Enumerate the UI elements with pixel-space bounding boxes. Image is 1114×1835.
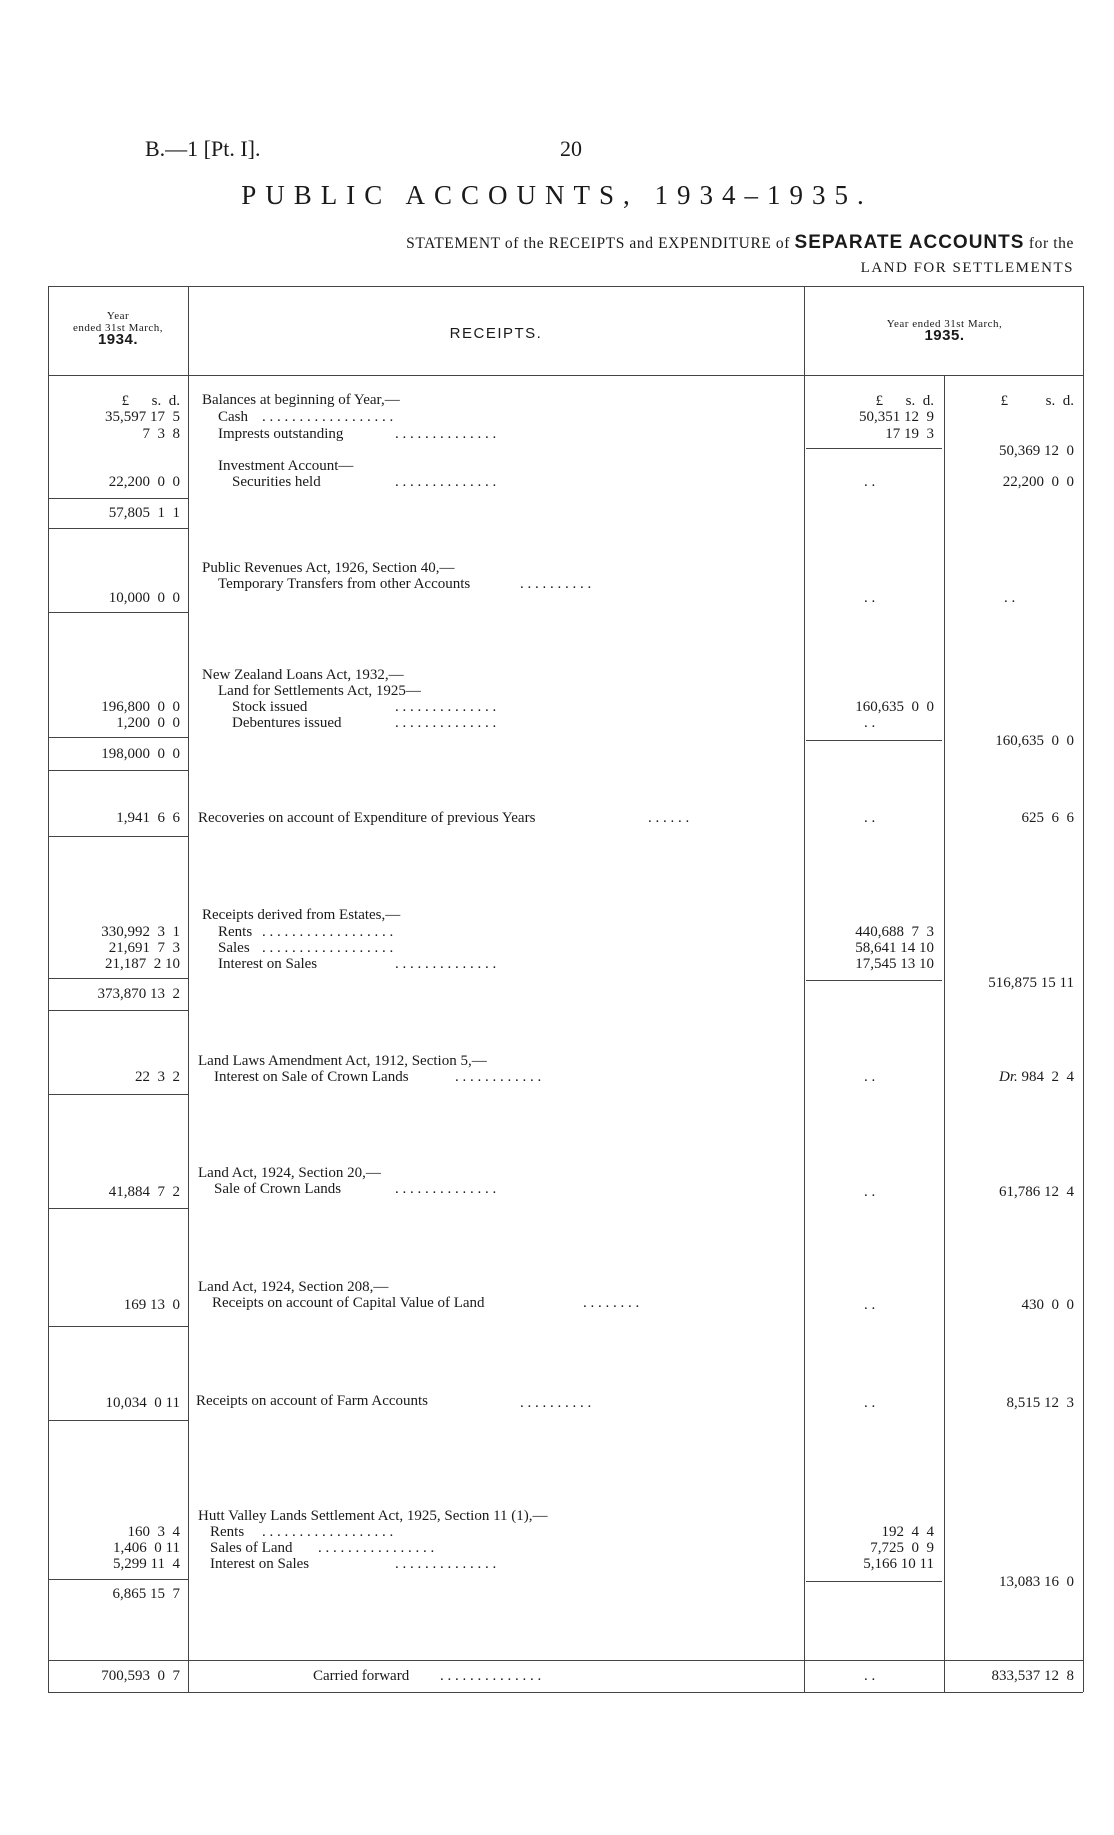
nil-dots: . . <box>864 715 876 731</box>
subtotal-rule <box>806 448 942 449</box>
interest-sales-1935: 17,545 13 10 <box>855 956 934 972</box>
stock-1935: 160,635 0 0 <box>855 699 934 715</box>
cash-1935: 50,351 12 9 <box>859 409 934 425</box>
hutt-interest-1935: 5,166 10 11 <box>863 1556 934 1572</box>
rents-1934: 330,992 3 1 <box>101 924 180 940</box>
cash-1934: 35,597 17 5 <box>105 409 180 425</box>
debentures-label: Debentures issued <box>232 715 342 731</box>
imprests-1935: 17 19 3 <box>885 426 934 442</box>
col-1934-header <box>50 310 186 347</box>
col-divider-3 <box>944 375 945 1692</box>
leader-dots: . . . . . . . . . . . . . . . . . . <box>262 924 394 940</box>
la208-heading: Land Act, 1924, Section 208,— <box>198 1279 389 1295</box>
leader-dots: . . . . . . . . . . . . . . <box>395 474 497 490</box>
left-border <box>48 286 49 1692</box>
rule <box>48 978 188 979</box>
lla-total-value: 984 2 4 <box>1021 1069 1074 1085</box>
stock-1934: 196,800 0 0 <box>101 699 180 715</box>
imprests-1934: 7 3 8 <box>142 426 180 442</box>
col-1935-header-year: 1935. <box>924 327 965 344</box>
page-title: PUBLIC ACCOUNTS, 1934–1935. <box>241 180 873 210</box>
page-number: 20 <box>560 136 582 161</box>
balances-1934-total: 57,805 1 1 <box>108 505 180 521</box>
la208-label: Receipts on account of Capital Value of Land <box>212 1295 485 1311</box>
col-divider-1 <box>188 286 189 1692</box>
col-receipts-header: RECEIPTS. <box>449 325 543 342</box>
securities-total: 22,200 0 0 <box>1002 474 1074 490</box>
lla-label: Interest on Sale of Crown Lands <box>214 1069 409 1085</box>
col-divider-2 <box>804 286 805 1692</box>
hutt-rents-label: Rents <box>210 1524 245 1540</box>
la20-heading: Land Act, 1924, Section 20,— <box>198 1165 381 1181</box>
leader-dots: . . . . . . . . . . . . <box>455 1069 542 1085</box>
nil-dots: . . <box>864 1184 876 1200</box>
cash-label: Cash <box>218 409 248 425</box>
leader-dots: . . . . . . . . . . . . . . . . . . <box>262 940 394 956</box>
balances-total-1935: 50,369 12 0 <box>999 443 1074 459</box>
nzl-1934-total: 198,000 0 0 <box>101 746 180 762</box>
hutt-sales-1935: 7,725 0 9 <box>870 1540 934 1556</box>
hutt-rents-1934: 160 3 4 <box>127 1524 180 1540</box>
nil-dots: . . <box>864 1395 876 1411</box>
pra-heading: Public Revenues Act, 1926, Section 40,— <box>202 560 455 576</box>
leader-dots: . . . . . . . . . . . . . . . . . . <box>262 1524 394 1540</box>
nzl-total-1935: 160,635 0 0 <box>995 733 1074 749</box>
leader-dots: . . . . . . . . . . . . . . <box>395 1181 497 1197</box>
table-top-rule <box>48 286 1083 287</box>
col-1934-header-line2: ended 31st March, <box>72 322 164 334</box>
carried-forward-1934: 700,593 0 7 <box>101 1668 180 1684</box>
recoveries-total: 625 6 6 <box>1021 810 1074 826</box>
rule <box>48 1326 188 1327</box>
hutt-total-1935: 13,083 16 0 <box>999 1574 1074 1590</box>
rule <box>48 612 188 613</box>
imprests-label: Imprests outstanding <box>218 426 344 442</box>
leader-dots: . . . . . . . . . . . . . . . . <box>318 1540 435 1556</box>
leader-dots: . . . . . . <box>648 810 690 826</box>
nil-dots: . . <box>864 590 876 606</box>
lla-heading: Land Laws Amendment Act, 1912, Section 5,— <box>198 1053 487 1069</box>
col-1935-header-line1: Year ended 31st March, <box>886 318 1003 330</box>
rule <box>48 770 188 771</box>
right-border <box>1083 286 1084 1692</box>
pra-1934: 10,000 0 0 <box>108 590 180 606</box>
hutt-heading: Hutt Valley Lands Settlement Act, 1925, Section 11 (1),— <box>198 1508 548 1524</box>
currency-1934: £ s. d. <box>121 393 180 409</box>
farm-1934: 10,034 0 11 <box>105 1395 180 1411</box>
col-1935-header <box>806 318 1083 343</box>
pra-label: Temporary Transfers from other Accounts <box>218 576 471 592</box>
statement-heading <box>406 232 1074 254</box>
rule <box>48 1420 188 1421</box>
farm-label: Receipts on account of Farm Accounts <box>196 1393 429 1409</box>
statement-pre: STATEMENT of the RECEIPTS and EXPENDITURE of <box>406 235 791 252</box>
recoveries-label: Recoveries on account of Expenditure of previous Years <box>198 810 536 826</box>
leader-dots: . . . . . . . . . . . . . . <box>395 715 497 731</box>
hutt-rents-1935: 192 4 4 <box>881 1524 934 1540</box>
securities-1934: 22,200 0 0 <box>108 474 180 490</box>
leader-dots: . . . . . . . . . . . . . . <box>395 1556 497 1572</box>
interest-sales-label: Interest on Sales <box>218 956 318 972</box>
header-bottom-rule <box>48 375 1083 376</box>
nzl-heading: New Zealand Loans Act, 1932,— <box>202 667 404 683</box>
nil-dots: . . <box>864 1297 876 1313</box>
la208-1934: 169 13 0 <box>123 1297 180 1313</box>
currency-1935: £ s. d. <box>875 393 934 409</box>
leader-dots: . . . . . . . . . . . . . . <box>395 699 497 715</box>
carried-forward-label: Carried forward <box>313 1668 410 1684</box>
carried-forward-rule <box>48 1660 1083 1661</box>
la208-total: 430 0 0 <box>1021 1297 1074 1313</box>
rule <box>48 1010 188 1011</box>
leader-dots: . . . . . . . . . . . . . . . . . . <box>262 409 394 425</box>
sales-1934: 21,691 7 3 <box>108 940 180 956</box>
leader-dots: . . . . . . . . . . . . . . <box>395 426 497 442</box>
estates-heading: Receipts derived from Estates,— <box>202 907 401 923</box>
subtotal-rule <box>806 740 942 741</box>
sales-label: Sales <box>218 940 250 956</box>
interest-sales-1934: 21,187 2 10 <box>105 956 180 972</box>
la20-label: Sale of Crown Lands <box>214 1181 342 1197</box>
lla-1934: 22 3 2 <box>135 1069 180 1085</box>
securities-label: Securities held <box>232 474 321 490</box>
leader-dots: . . . . . . . . <box>583 1295 640 1311</box>
debentures-1934: 1,200 0 0 <box>116 715 180 731</box>
rule <box>48 1208 188 1209</box>
hutt-interest-1934: 5,299 11 4 <box>113 1556 180 1572</box>
nil-dots: . . <box>864 1069 876 1085</box>
balances-heading: Balances at beginning of Year,— <box>202 392 400 408</box>
currency-total: £ s. d. <box>1000 393 1074 409</box>
nzl-subheading: Land for Settlements Act, 1925— <box>218 683 421 699</box>
carried-forward-total: 833,537 12 8 <box>991 1668 1074 1684</box>
statement-post: for the <box>1028 235 1074 252</box>
rule <box>48 737 188 738</box>
subtotal-rule <box>806 1581 942 1582</box>
nil-dots: . . <box>1004 590 1016 606</box>
hutt-interest-label: Interest on Sales <box>210 1556 310 1572</box>
document-reference: B.—1 [Pt. I]. <box>145 136 261 161</box>
statement-bold: SEPARATE ACCOUNTS <box>794 232 1025 253</box>
hutt-1934-total: 6,865 15 7 <box>112 1586 180 1602</box>
stock-label: Stock issued <box>232 699 308 715</box>
rents-1935: 440,688 7 3 <box>855 924 934 940</box>
la20-total: 61,786 12 4 <box>999 1184 1074 1200</box>
estates-1934-total: 373,870 13 2 <box>97 986 180 1002</box>
investment-heading: Investment Account— <box>218 458 354 474</box>
rule <box>48 1579 188 1580</box>
hutt-sales-1934: 1,406 0 11 <box>113 1540 180 1556</box>
statement-subheading: LAND FOR SETTLEMENTS <box>860 260 1074 276</box>
leader-dots: . . . . . . . . . . <box>520 1395 592 1411</box>
col-1934-header-line1: Year <box>106 310 130 322</box>
la20-1934: 41,884 7 2 <box>108 1184 180 1200</box>
estates-total-1935: 516,875 15 11 <box>988 975 1074 991</box>
recoveries-1934: 1,941 6 6 <box>116 810 180 826</box>
leader-dots: . . . . . . . . . . . . . . <box>395 956 497 972</box>
rule <box>48 498 188 499</box>
lla-total <box>999 1069 1074 1086</box>
nil-dots: . . <box>864 1668 876 1684</box>
rents-label: Rents <box>218 924 253 940</box>
rule <box>48 528 188 529</box>
sales-1935: 58,641 14 10 <box>855 940 934 956</box>
table-bottom-rule <box>48 1692 1083 1693</box>
rule <box>48 836 188 837</box>
subtotal-rule <box>806 980 942 981</box>
hutt-sales-label: Sales of Land <box>210 1540 293 1556</box>
leader-dots: . . . . . . . . . . <box>520 576 592 592</box>
nil-dots: . . <box>864 810 876 826</box>
leader-dots: . . . . . . . . . . . . . . <box>440 1668 542 1684</box>
debit-prefix: Dr. <box>998 1069 1018 1085</box>
col-1934-header-year: 1934. <box>97 331 139 348</box>
farm-total: 8,515 12 3 <box>1006 1395 1074 1411</box>
nil-dots: . . <box>864 474 876 490</box>
rule <box>48 1094 188 1095</box>
